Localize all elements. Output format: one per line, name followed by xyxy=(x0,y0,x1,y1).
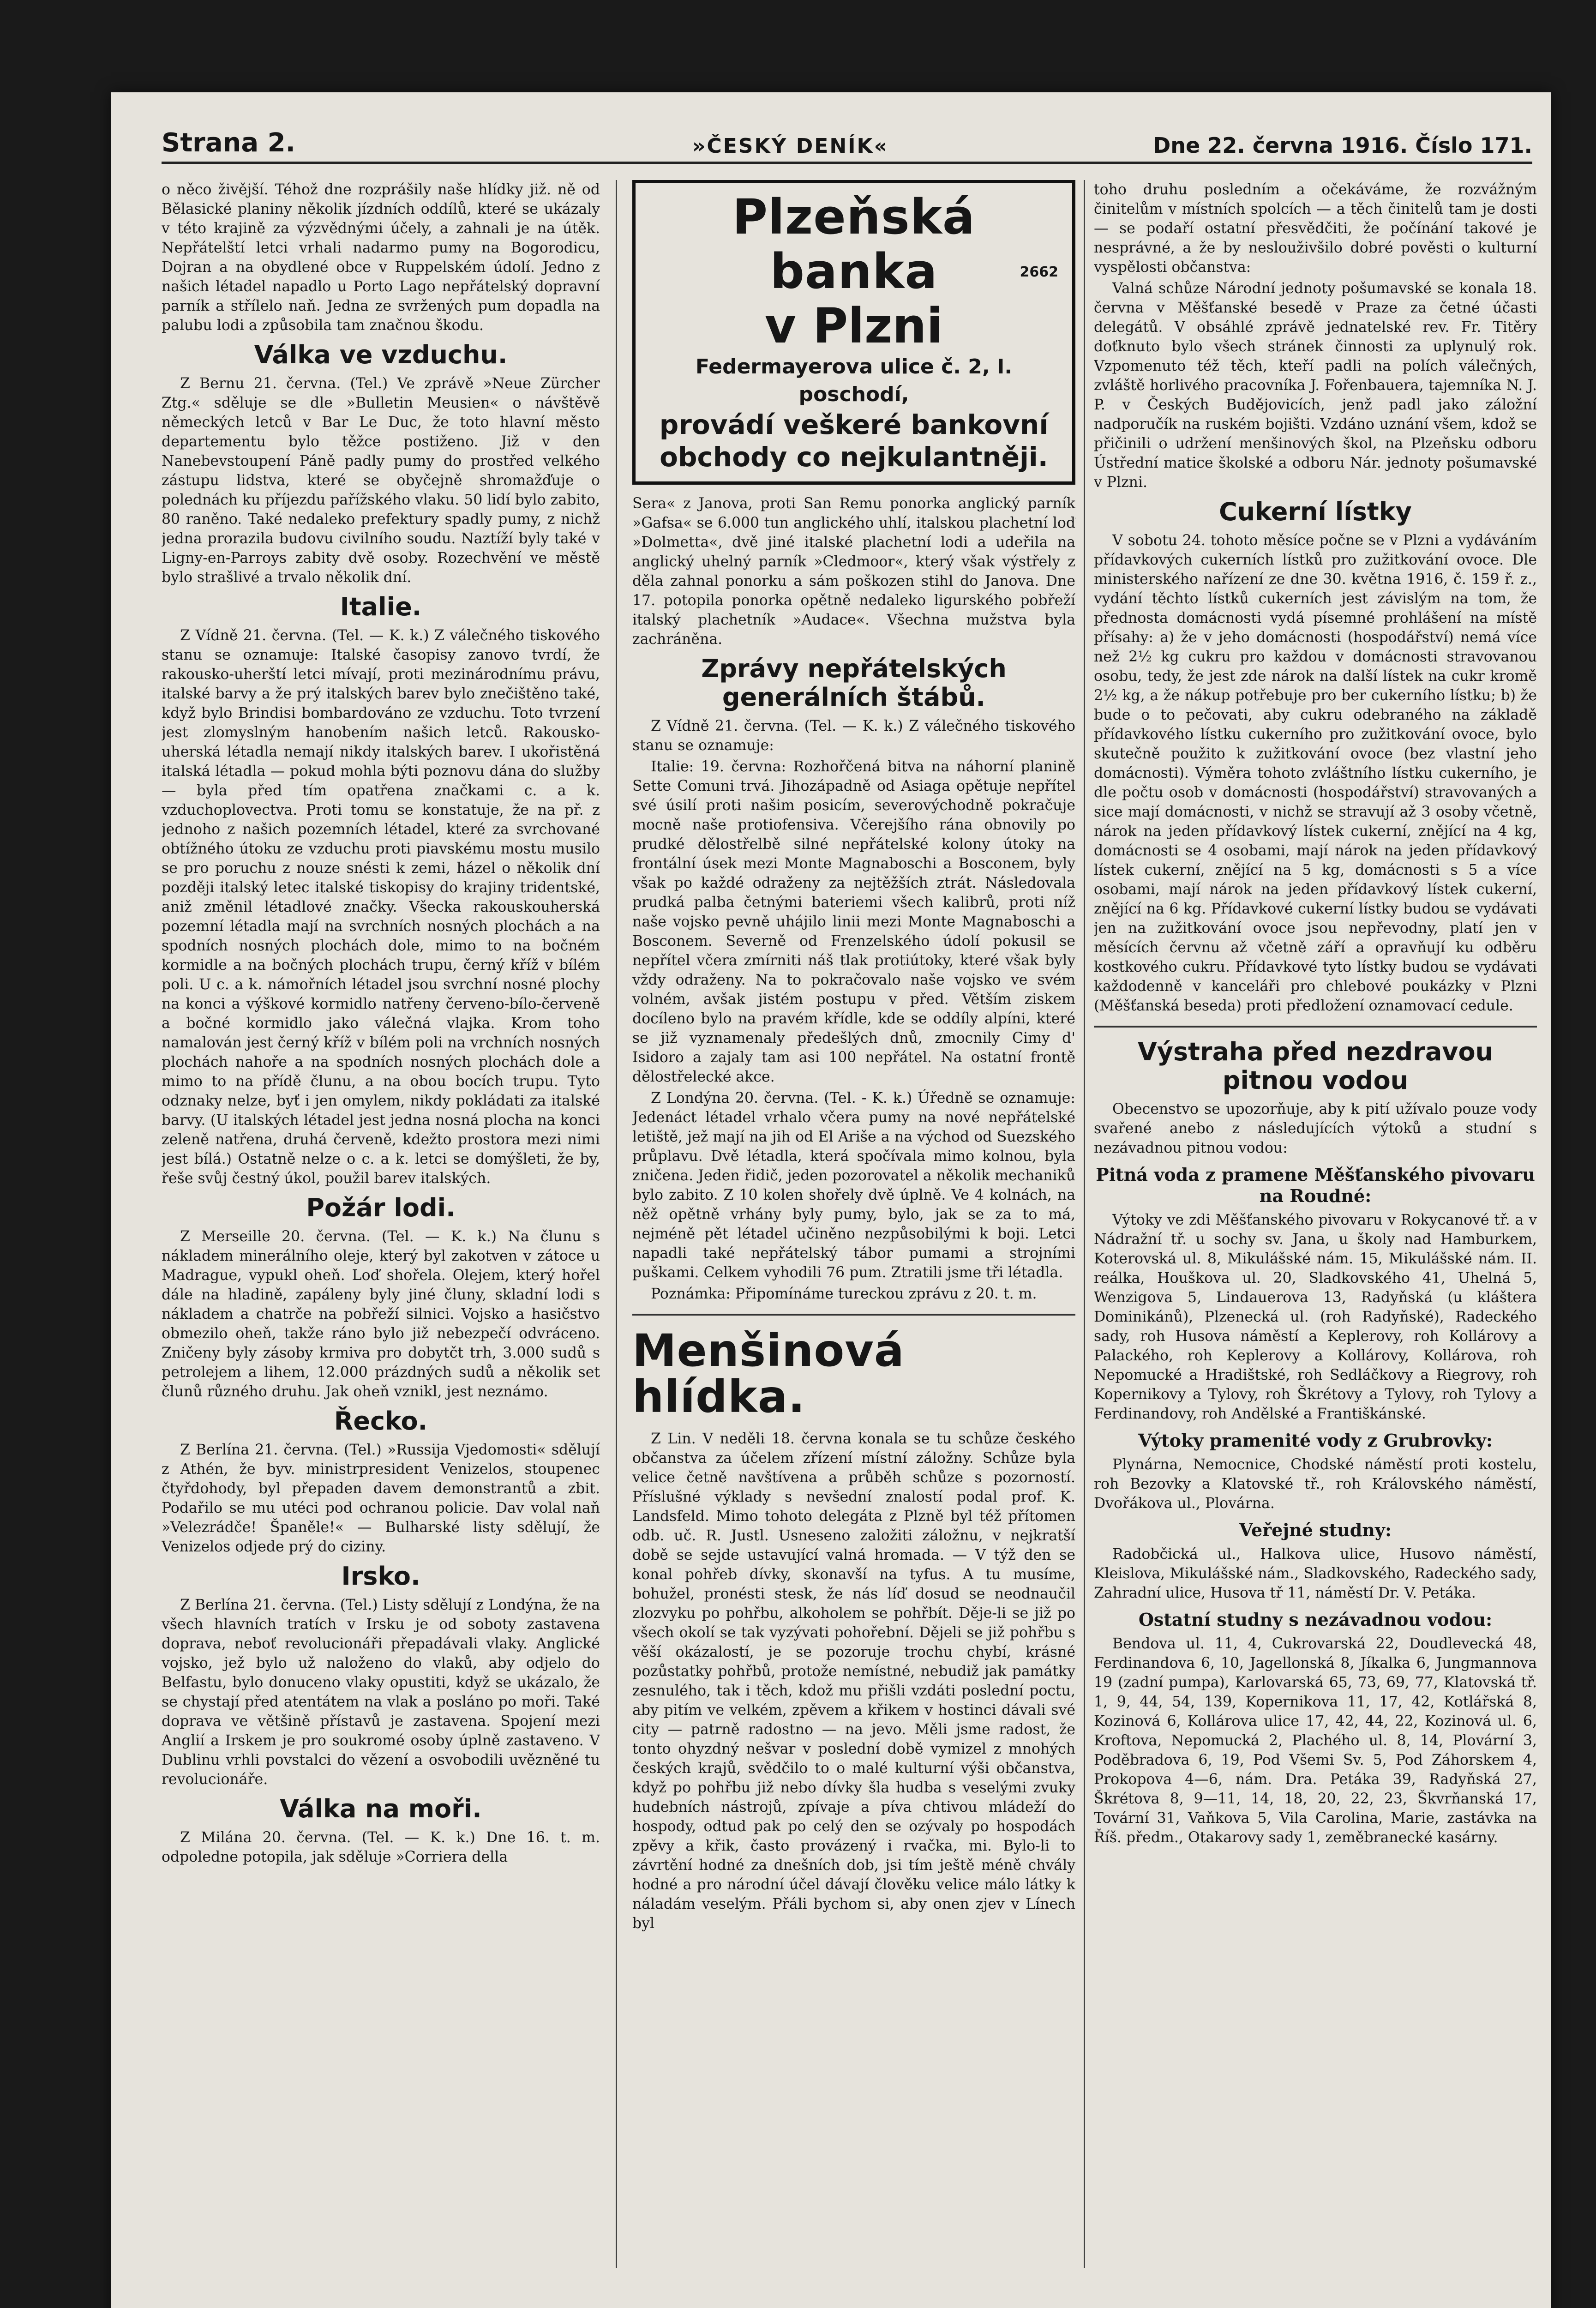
article-text: Poznámka: Připomínáme tureckou zprávu z 20. t. m. xyxy=(651,1286,1037,1302)
page-number: Strana 2. xyxy=(162,128,295,158)
article-text: V sobotu 24. tohoto měsíce počne se v Plzni a vydáváním přídavkových cukerních lístků pro zužitkování ovoce. Dle ministerského nařízení ze dne 30. května 1916, č. 159 ř. z., vydání těchto lístků cukerních jest závislým na tom, že přednosta domácnosti vydá písemné prohlášení na místě přísahy: a) že v jeho domácnosti (hospodářství) nemá více než 2½ kg cukru pro každou v domácnosti stravovanou osobu, tedy, že jest zde nárok na další lístek na cukr kromě 2½ kg, a že nákup potřebuje pro ber cukerního lístku; b) že bude o to pečovati, aby cukru odebraného na základě přídavkového lístku cukerního pro zužitkování ovoce, bylo skutečně použito k zužitkování ovoce (bez vlastní jeho domácnosti). Výměra tohoto zvláštního lístku cukerního, je dle počtu osob v domácnosti (hospodářství) stravovaných a sice mají domácnosti, v nichž se stravují až 3 osoby včetně, nárok na jeden přídavkový lístek cukerní, znějící na 4 kg, domácnosti se 4 osobami, mají nárok na jeden přídavkový lístek cukerní, znějící na 5 kg, domácnosti s 5 a více osobami, mají nárok na jeden přídavkový lístek cukerní, znějící na 6 kg. Přídavkové cukerní lístky budou se vydávati jen na zužitkování ovoce jsou nepřevodny, platí jen v měsících červnu až včetně září a opravňují ku odběru kostkového cukru. Přídavkové tyto lístky budou se vydávati každodenně v kanceláři pro chlebové poukázky v Plzni (Měšťanská beseda) proti předložení oznamovací cedule. xyxy=(1094,532,1537,1014)
article-text: Radobčická ul., Halkova ulice, Husovo náměstí, Kleislova, Mikulášské nám., Sladkovského, Radeckého sady, Zahradní ulice, Husova tř 11, náměstí Dr. V. Petáka. xyxy=(1094,1546,1537,1601)
article-text: Z Vídně 21. června. (Tel. — K. k.) Z válečného tiskového stanu se oznamuje: xyxy=(632,718,1075,754)
column-rule xyxy=(616,180,617,2268)
column-1 xyxy=(162,180,600,2277)
subheading: Výtoky pramenité vody z Grubrovky: xyxy=(1138,1430,1493,1451)
column-3 xyxy=(1094,180,1537,2277)
ad-slogan-1: provádí veškeré bankovní xyxy=(659,409,1049,440)
article-text: Plynárna, Nemocnice, Chodské náměstí proti kostelu, roh Bezovky a Klatovské tř., roh Královského náměstí, Dvořákova ul., Plovárna. xyxy=(1094,1456,1537,1512)
article-text: Italie: 19. června: Rozhořčená bitva na náhorní planině Sette Comuni trvá. Jihozápadně od Asiaga opětuje nepřítel své úsilí proti našim posicím, severovýchodně pokračuje mocně naše protiofensiva. Včerejšího rána obnovily po prudké dělostřelbě silné nepřátelské kolony útoky na frontální úsek mezi Monte Magnaboschi a Bosconem, byly však po každé odraženy za nejtěžších ztrát. Následovala prudká palba četnými bateriemi všech kalibrů, proti níž naše vojsko pevně uhájilo linii mezi Monte Magnaboschi a Bosconem. Severně od Frenzelského údolí pokusil se nepřítel včera zmírniti náš tlak protiútoky, které však byly vždy odraženy. Na to pokračovalo naše vojsko ve svém volném, avšak jistém postupu v před. Větším ziskem docíleno bylo na pravém křídle, kde se oddíly alpíni, které se již vyznamenaly předešlých dnů, zmocnily Cimy d' Isidoro a zajaly tam asi 100 nepřátel. Na ostatní frontě dělostřelecké akce. xyxy=(632,758,1075,1085)
section-divider xyxy=(1094,1026,1537,1028)
article-text: Z Bernu 21. června. (Tel.) Ve zprávě »Neue Zürcher Ztg.« sděluje se dle »Bulletin Meusien« o návštěvě německých letců v Bar Le Duc, že toto hlavní město departementu bylo těžce postiženo. Již v den Nanebevstoupení Páně padly pumy do prostřed velkého zástupu lidstva, které se obyčejně shromažďuje o polednách ku příjezdu pařížského vlaku. 50 lidí bylo zabito, 80 raněno. Také nedaleko prefektury spadly pumy, z nichž jedna prorazila budovu civilního soudu. Naztíží byly také v Ligny-en-Parroys zabity dvě osoby. Rozechvění ve městě bylo strašlivé a trvalo několik dní. xyxy=(162,375,600,586)
section-heading: Zprávy nepřátelských generálních štábů. xyxy=(701,654,1007,712)
bank-advertisement xyxy=(632,180,1075,485)
article-text: Z Merseille 20. června. (Tel. — K. k.) Na člunu s nákladem minerálního oleje, který byl zakotven v zátoce u Madrague, vypukl oheň. Loď shořela. Olejem, který hořel dále na hladině, zapáleny byly jiné čluny, skladní lodi s nákladem a chatrče na pobřeží silnici. Vojsko a hasičstvo obmezilo oheň, takže ráno bylo již nebezpečí odvráceno. Zničeny byly zásoby krmiva pro dobytčt trh, 3.000 sudů s petrolejem a lihem, 12.000 prázdných sudů a několik set člunů různého druhu. Jak oheň vznikl, jest neznámo. xyxy=(162,1228,600,1400)
article-text: Z Londýna 20. června. (Tel. - K. k.) Úředně se oznamuje: Jedenáct létadel vrhalo včera pumy na nové nepřátelské letiště, jež mají na jih od El Ariše a na východ od Suezského průplavu. Dvě létadla, která spočívala mimo kolnou, byla zničena. Jeden řidič, jeden pozorovatel a několik mechaniků bylo zabito. Z 10 kolen shořely dvě úplně. Ve 4 kolnách, na něž opětně vrhány byly pumy, bylo, jak se za to má, nejméně pět létadel učiněno nezpůsobilými k boji. Letci napadli také nepřátelský tábor pumami a strojními puškami. Celkem vyhodili 76 pum. Ztratili jsme tři létadla. xyxy=(632,1090,1075,1281)
section-divider xyxy=(632,1314,1075,1316)
article-text: toho druhu posledním a očekáváme, že rozvážným činitelům v místních spolcích — a těch činitelů tam je dosti — se podaří ostatní přesvědčiti, že počínání takové je nesprávné, a že by neslouživšilo dobré pověsti o kulturní vyspělosti občanstva: xyxy=(1094,181,1537,276)
article-text: Z Berlína 21. června. (Tel.) »Russija Vjedomosti« sdělují z Athén, že byv. ministrpresident Venizelos, stoupenec čtyřdohody, byl přepaden davem demonstrantů a zbit. Podařilo se mu utéci pod ochranou policie. Dav volal naň »Velezrádče! Španěle!« — Bulharské listy sdělují, že Venizelos odjede prý do ciziny. xyxy=(162,1442,600,1555)
article-text: Z Berlína 21. června. (Tel.) Listy sdělují z Londýna, že na všech hlavních tratích v Irsku je od soboty zastavena doprava, neboť revolucionáři přepadávali vlaky. Anglické vojsko, jež bylo už naloženo do vlaků, aby odjelo do Belfastu, bylo donuceno vlaky opustiti, když se ukázalo, že se chystají před atentátem na vlak a posláno po moři. Také doprava ve většině přístavů je zastavena. Spojení mezi Anglií a Irskem je pro soukromé osoby úplně zastaveno. V Dublinu vrhli povstalci do vězení a osvobodili uvězněné tu revolucionáře. xyxy=(162,1597,600,1788)
article-text: Sera« z Janova, proti San Remu ponorka anglický parník »Gafsa« se 6.000 tun anglického uhlí, italskou plachetní loď »Dolmetta«, dvě jiné italské plachetní lodi a udeřila na anglický uhelný parník »Cledmoor«, který však výstřely z děla zahnal ponorku a sám poškozen stihl do Janova. Dne 17. potopila ponorka opětně nedaleko ligurského pobřeží italský plachetník »Audace«. Všechna mužstva byla zachráněna. xyxy=(632,495,1075,648)
ad-address: Federmayerova ulice č. 2, I. poschodí, xyxy=(695,355,1013,406)
section-heading: Požár lodi. xyxy=(306,1193,456,1222)
section-heading: Válka ve vzduchu. xyxy=(254,340,508,369)
article-text: Bendova ul. 11, 4, Cukrovarská 22, Doudlevecká 48, Ferdinandova 6, 10, Jagellonská 8, Jíkalka 6, Jungmannova 19 (zadní pumpa), Karlovarská 65, 73, 69, 77, Klatovská tř. 1, 9, 44, 54, 139, Kopernikova 11, 17, 42, Kotlářská 8, Kozinová 6, Kollárova ulice 17, 42, 44, 22, Kozinová ul. 6, Kroftova, Nepomucká 2, Plachého ul. 8, 14, Plovární 3, Poděbradova 6, 19, Pod Všemi Sv. 5, Pod Záhorskem 4, Prokopova 4—6, nám. Dra. Petáka 39, Radyňská 27, Škrétova 8, 9—11, 14, 18, 20, 22, 23, Škvrňanská 17, Tovární 31, Vaňkova 5, Vila Carolina, Marie, zastávka na Říš. předm., Otakarovy sady 1, zeměbranecké kasárny. xyxy=(1094,1635,1537,1846)
subheading: Ostatní studny s nezávadnou vodou: xyxy=(1138,1609,1493,1630)
article-text: Z Milána 20. června. (Tel. — K. k.) Dne 16. t. m. odpoledne potopila, jak sděluje »Corriera della xyxy=(162,1829,600,1865)
ad-bank-name: Plzeňská banka xyxy=(732,189,976,300)
article-text: Obecenstvo se upozorňuje, aby k pití užívalo pouze vody svařené anebo z následujících výtoků a studní s nezávadnou pitnou vodou: xyxy=(1094,1101,1537,1156)
article-text: Výtoky ve zdi Měšťanského pivovaru v Rokycanové tř. a v Nádražní tř. u sochy sv. Jana, u školy nad Hamburkem, Koterovská ul. 8, Mikulášské nám. 15, Mikulášské nám. II. reálka, Houškova ul. 20, Sladkovského 41, Uhelná 5, Wenzigova 5, Lindauerova 13, Radyňská (u kláštera Dominikánů), Plzenecká ul. (roh Radyňské), Radeckého sady, roh Husova náměstí a Keplerovy, roh Kollárovy a Palackého, roh Keplerovy a Kollárovy, Kollárova, roh Nepomucké a Hradištské, roh Sedláčkovy a Riegrovy, roh Kopernikovy a Tylovy, roh Škrétovy a Tylovy, roh Tylovy a Ferdinandovy, roh Andělské a Františkánské. xyxy=(1094,1212,1537,1422)
section-heading-large: Menšinová hlídka. xyxy=(632,1325,905,1423)
column-2 xyxy=(632,180,1075,2277)
section-heading: Irsko. xyxy=(341,1562,420,1591)
subheading: Veřejné studny: xyxy=(1239,1520,1392,1540)
section-heading: Řecko. xyxy=(334,1406,428,1436)
column-rule xyxy=(1084,180,1085,2268)
ad-city: v Plzni xyxy=(764,298,943,354)
article-text: Valná schůze Národní jednoty pošumavské se konala 18. června v Měšťanské besedě v Praze za četné účasti delegátů. V obsáhlé zprávě jednatelské rev. Fr. Titěry doťknuto bylo všech stránek činnosti za uplynulý rok. Vzpomenuto též těch, kteří padli na polích válečných, zvláště horlivého pracovníka J. Fořenbauera, tajemníka N. J. P. v Českých Budějovicích, jenž padl jako záložní nadporučík na ruském bojišti. Vzdáno uznání všem, kdož se přičinili o udržení menšinových škol, na Plzeňsku odboru Ústřední matice školské a odboru Nár. jednoty pošumavské v Plzni. xyxy=(1094,280,1537,491)
ad-slogan-2: obchody co nejkulantněji. xyxy=(660,441,1048,473)
subheading: Pitná voda z pramene Měšťanského pivovaru na Roudné: xyxy=(1096,1164,1535,1206)
newspaper-page xyxy=(111,92,1551,2308)
issue-date: Dne 22. června 1916. Číslo 171. xyxy=(1153,133,1532,158)
section-heading: Válka na moři. xyxy=(280,1794,482,1823)
page-header xyxy=(162,125,1532,164)
article-text: Z Vídně 21. června. (Tel. — K. k.) Z válečného tiskového stanu se oznamuje: Italské časopisy zanovo tvrdí, že rakousko-uherští letci mívají, proti mezinárodnímu právu, italské barvy a že prý italských barev bylo znečištěno také, když bylo Brindisi bombardováno ze vzduchu. Toto tvrzení jest zlomyslným hanobením našich letců. Rakousko-uherská létadla nemají nikdy italských barev. I ukořistěná italská létadla — pokud mohla býti poznovu dána do služby — byla před tím opatřena značkami c. a k. vzduchoplovectva. Proti tomu se konstatuje, že na př. z jednoho z našich pozemních létadel, které za svrchované obtížného útoku ze vzduchu proti piavskému mostu musilo se pro poruchu z nouze snésti k zemi, házel o několik dní později italský letec italské tiskopisy do krajiny tridentské, aniž změnil létadlové značky. Všecka rakouskouherská pozemní létadla mají na svrchních nosných plochách a na spodních nosných plochách dole, mimo to na bočném kormidle a na bočných plochách trupu, černý kříž v bílém poli. U c. a k. námořních létadel jsou svrchní nosné plochy na konci a výškové kormidlo natřeny červeno-bílo-červeně a bočné kormidlo jako válečná vlajka. Krom toho namalován jest černý kříž v bílém poli na vrchních nosných plochách nahoře a na spodních nosných plochách dole a mimo to na přídě člunu, a na obou bocích trupu. Tyto odznaky nelze, byť i jen omylem, nikdy pokládati za italské barvy. (U italských létadel jest jedna nosná plocha na konci zeleně natřena, druhá červeně, kdežto prostora mezi nimi jest bílá.) Ostatně nelze o c. a k. letci se domýšleti, že by, řeše svůj čestný úkol, použil barev italských. xyxy=(162,627,600,1187)
article-text: o něco živější. Téhož dne rozprášily naše hlídky již. ně od Bělasické planiny několik jízdních oddílů, které se ukázaly v této krajině za výzvědnými účely, a zahnali je na útěk. Nepřátelští letci vrhali nadarmo pumy na Bogorodicu, Dojran a na obydlené obce v Ruppelském údolí. Jedno z našich létadel napadlo u Porto Lago nepřátelský dopravní parník a střílelo naň. Jedna ze svržených pum dopadla na palubu lodi a způsobila tam značnou škodu. xyxy=(162,181,600,334)
newspaper-title: »ČESKÝ DENÍK« xyxy=(692,134,889,158)
article-text: Z Lin. V neděli 18. června konala se tu schůze českého občanstva za účelem zřízení místní záložny. Schůze byla velice četně navštívena a průběh schůze s pozorností. Příslušné výklady s nevšední znalostí podal prof. K. Landsfeld. Mimo tohoto delegáta z Plzně byl též přítomen odb. uč. R. Justl. Usneseno založiti záložnu, v nejkratší době se sejde ustavující valná hromada. — V týž den se konal pohřeb dívky, skonavší na tyfus. A tu musíme, bohužel, pronésti stesk, že nás líď dosud se neodnaučil zlozvyku po pohřbu, alkoholem se pohřbít. Děje-li se již po všech okolí se tak vyzývati pohořební. Dějeli se již pohřbu s věší okázalostí, je se pozoruje trochu chybí, krásné pozůstatky pohřbů, protože nemístné, nebudiž jak památky zesnulého, tak i těch, kdož mu přišli vzdáti poslední poctu, aby pitím ve velkém, zpěvem a křikem v hostinci dávali své city — patrně radostno — na jevo. Měli jsme radost, že tonto ohyzdný nešvar v poslední době vymizel z mnohých českých krajů, svědčilo to o malé kulturní výši občanstva, když po pohřbu již nebo dívky šla hudba s veselými zvuky hudebních nástrojů, zpívaje a píva chtivou mládeží do hospody, odtud pak po celý den se ozývaly po hospodách zpěvy a křik, často provázený i rvačka, mi. Bylo-li to závrtění hodné za dnešních dob, jsi tím ještě méně chvály hodné a pro národní účel dávají člověku velice málo látky k náladám veselým. Přáli bychom si, aby onen zjev v Línech byl xyxy=(632,1430,1075,1932)
ad-number: 2662 xyxy=(1020,264,1058,280)
section-heading: Výstraha před nezdravou pitnou vodou xyxy=(1137,1037,1494,1095)
section-heading: Italie. xyxy=(340,592,422,621)
section-heading: Cukerní lístky xyxy=(1219,497,1412,526)
